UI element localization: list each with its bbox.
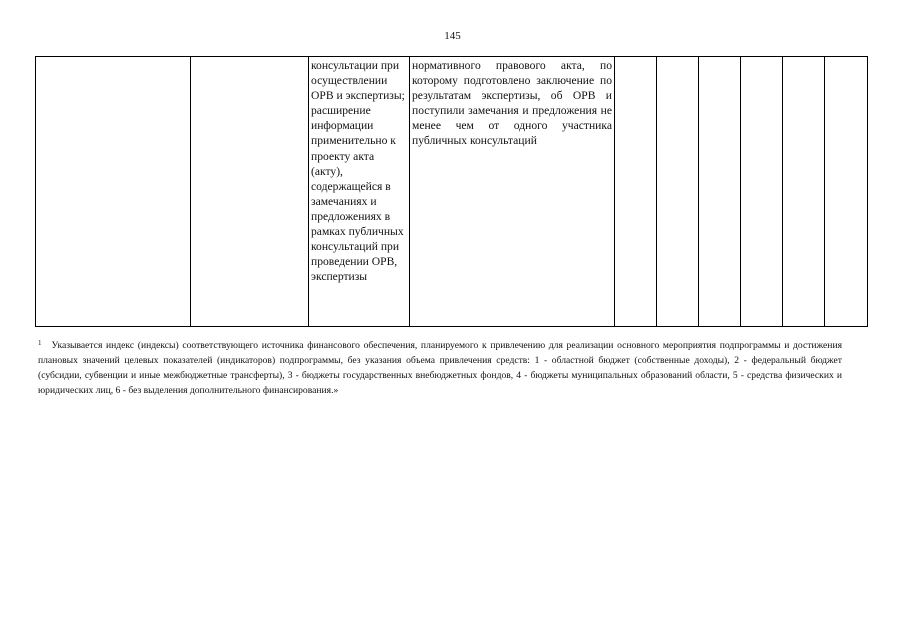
table-cell-8	[741, 57, 783, 327]
table-cell-9	[783, 57, 825, 327]
footnote-text: Указывается индекс (индексы) соответствующего источника финансового обеспечения, планируемого к привлечению для реализации основного мероприятия подпрограммы и достижения плановых значений целевых показателей (индикаторов) подпрограммы, без указания объема привлечения средств: 1 - областной бюджет (собственные доходы), 2 - федеральный бюджет (субсидии, субвенции и иные межбюджетные трансферты), 3 - бюджеты государственных внебюджетных фондов, 4 - бюджеты муниципальных образований области, 5 - средства физических и юридических лиц, 6 - без выделения дополнительного финансирования.»	[38, 340, 842, 396]
table-row	[36, 57, 868, 327]
page-number: 145	[444, 30, 461, 42]
table-cell-actions: консультации при осуществлении ОРВ и экспертизы; расширение информации применительно к проекту акта (акту), содержащейся в замечаниях и предложениях в рамках публичных консультаций при проведении ОРВ, экспертизы	[309, 57, 410, 327]
table-cell-5	[615, 57, 657, 327]
footnote-marker: 1	[38, 339, 42, 347]
table-cell-1	[36, 57, 191, 327]
measures-table	[35, 56, 868, 327]
footnote	[38, 338, 842, 398]
table-cell-10	[825, 57, 868, 327]
table-cell-6	[657, 57, 699, 327]
table-cell-results: нормативного правового акта, по которому подготовлено заключение по результатам экспертизы, об ОРВ и поступили замечания и предложения не менее чем от одного участника публичных консультаций	[410, 57, 615, 327]
table-cell-7	[699, 57, 741, 327]
table-cell-2	[191, 57, 309, 327]
